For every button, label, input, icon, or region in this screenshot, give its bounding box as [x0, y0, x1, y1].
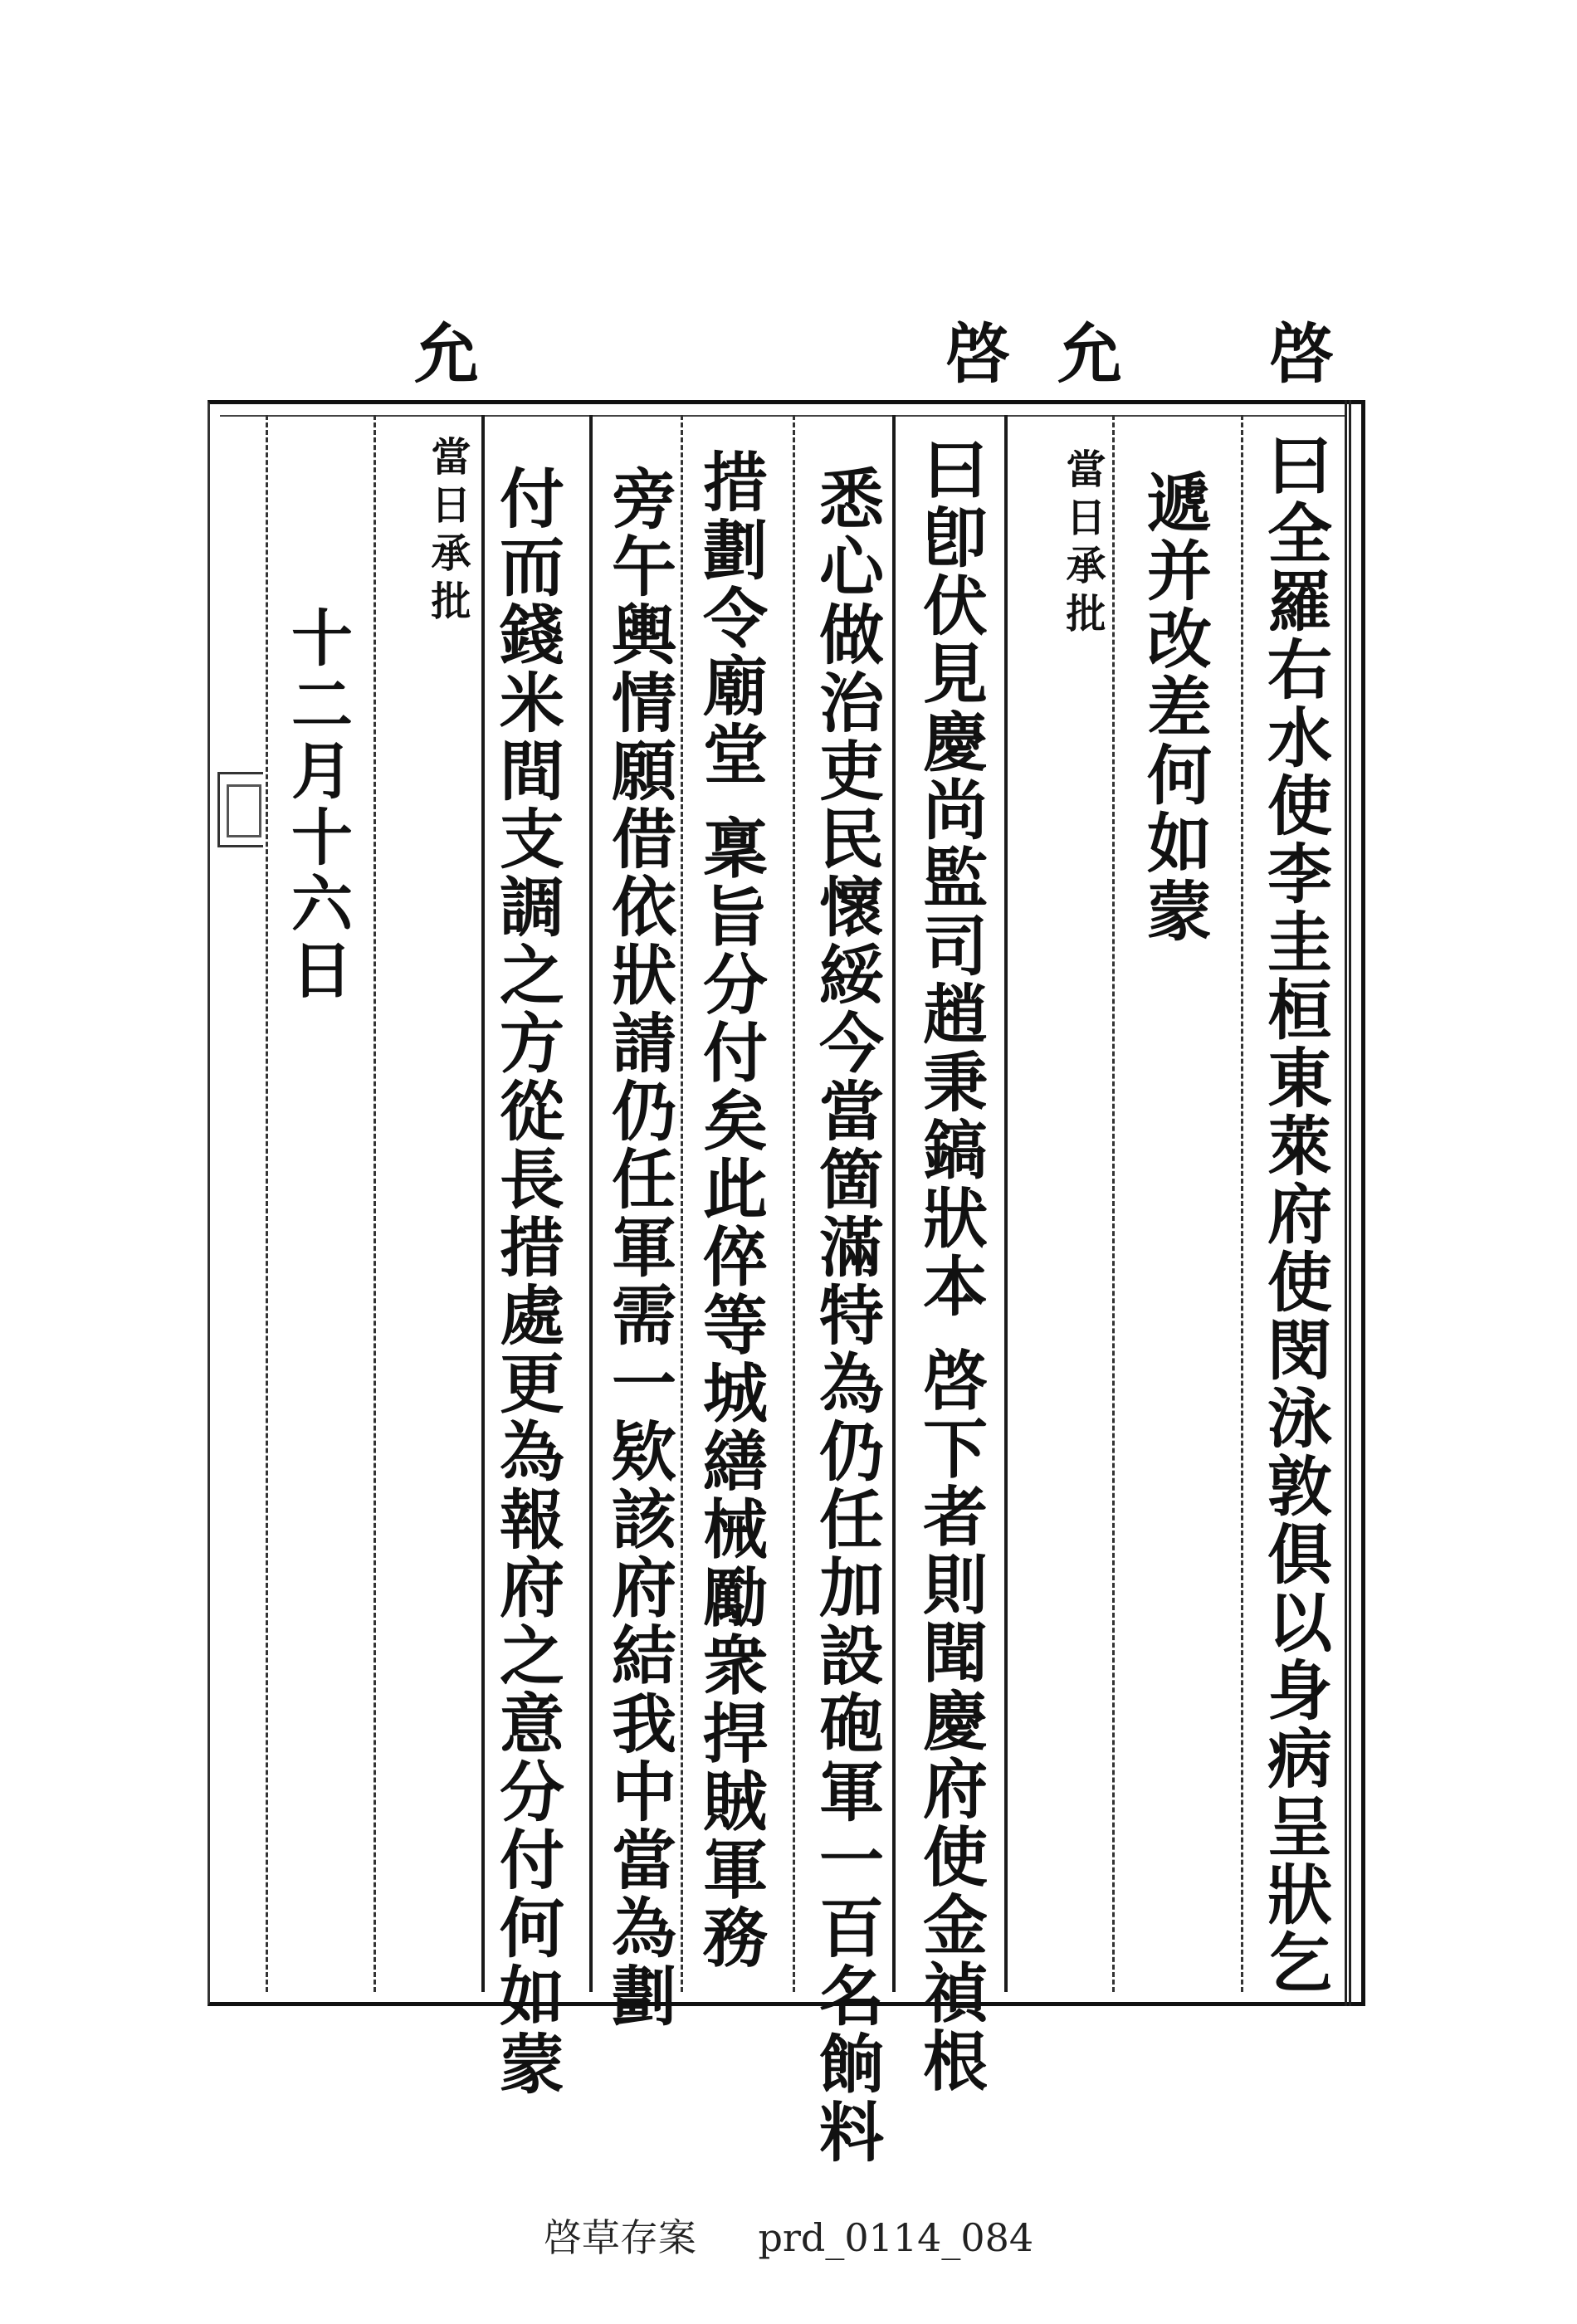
header-char-qi-2: 啓 [935, 320, 1010, 384]
text-column-7: 旁午輿情願借依狀請仍任軍需一欵該府結我中當為劃 [601, 465, 676, 2030]
header-char-qi-1: 啓 [1258, 320, 1334, 384]
text-column-8: 付而錢米間支調之方從長措處更為報府之意分付何如蒙 [489, 465, 564, 2098]
column-rule [1112, 415, 1115, 1992]
frame-right-border [1345, 400, 1351, 2006]
column-rule [793, 415, 795, 1992]
header-char-yun-1: 允 [1047, 320, 1122, 384]
column-rule [266, 415, 268, 1992]
margin-stamp [217, 772, 263, 847]
column-rule [1241, 415, 1243, 1992]
text-column-2: 遞并改差何如蒙 [1136, 469, 1212, 945]
text-column-6: 措劃令廟堂 稟旨分付矣此倅等城繕械勵衆捍賊軍務 [692, 448, 768, 1972]
collection-title: 啓草存案 [543, 2215, 696, 2260]
text-column-1: 曰全羅右水使李圭桓東萊府使閔泳敦俱以身病呈狀乞 [1257, 432, 1332, 1997]
date-line: 十二月十六日 [281, 606, 353, 1004]
text-column-5: 悉心做治吏民懷綏今當箇滿特為仍任加設砲軍一百名餉料 [808, 465, 884, 2166]
frame-top-inner-rule [220, 415, 1345, 417]
approval-note-2: 當日承批 [424, 436, 471, 628]
document-id: prd_0114_084 [758, 2215, 1034, 2260]
approval-note-1: 當日承批 [1059, 448, 1106, 641]
column-rule [481, 415, 485, 1992]
column-rule [374, 415, 376, 1992]
column-rule [1004, 415, 1008, 1992]
column-rule [892, 415, 896, 1992]
column-rule [681, 415, 683, 1992]
column-rule [589, 415, 593, 1992]
header-char-yun-2: 允 [403, 320, 479, 384]
page-caption [0, 2208, 1577, 2263]
text-column-4: 曰卽伏見慶尚監司趙秉鎬狀本 啓下者則聞慶府使金禎根 [912, 436, 988, 2096]
